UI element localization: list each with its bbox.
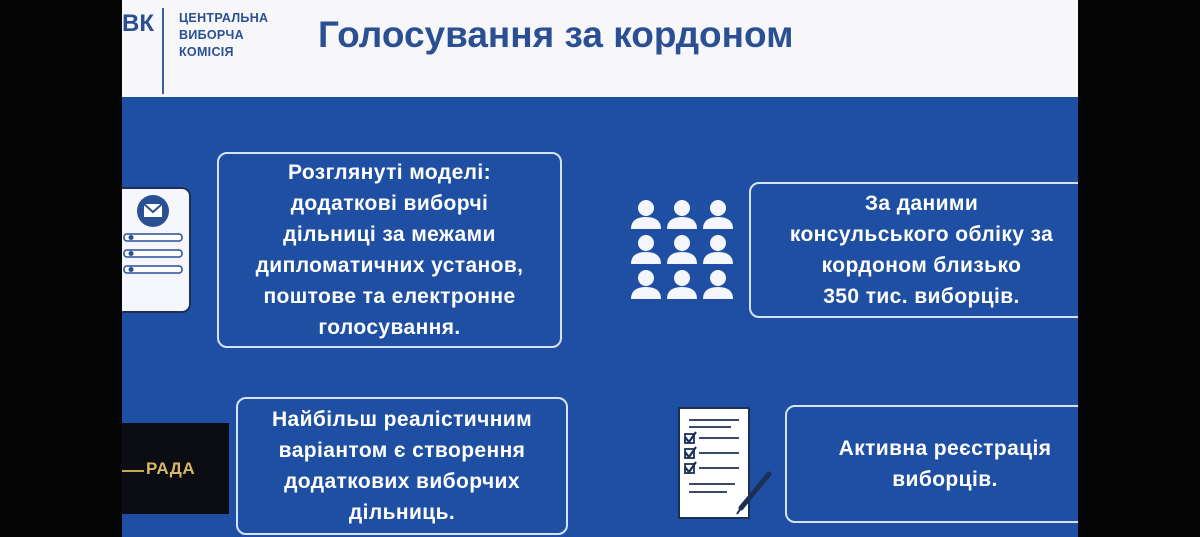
card-line: кордоном близько bbox=[821, 254, 1022, 277]
card-consular-registry bbox=[749, 182, 1078, 318]
letterbox-right bbox=[1078, 0, 1200, 537]
card-line: Активна реєстрація bbox=[838, 437, 1052, 460]
card-line: консульського обліку за bbox=[789, 223, 1054, 246]
org-line: ЦЕНТРАЛЬНА bbox=[179, 11, 269, 25]
card-line: додаткові виборчі bbox=[290, 192, 489, 215]
tv-channel-badge bbox=[122, 423, 229, 514]
card-voting-models bbox=[217, 152, 562, 348]
checklist-pen-icon bbox=[675, 406, 773, 522]
slide-title: Голосування за кордоном bbox=[318, 14, 794, 55]
card-line: дільниць. bbox=[348, 501, 456, 524]
card-line: Розглянуті моделі: bbox=[287, 161, 492, 184]
card-line: Найбільш реалістичним bbox=[271, 408, 533, 431]
logo-abbreviation: ВК bbox=[122, 10, 154, 37]
card-line: поштове та електронне bbox=[263, 285, 516, 308]
channel-name: РАДА bbox=[146, 459, 196, 478]
badge-accent-line bbox=[122, 470, 144, 472]
mail-phone-icon bbox=[122, 186, 196, 316]
card-line: виборців. bbox=[892, 468, 998, 491]
card-line: додаткових виборчих bbox=[284, 470, 520, 493]
card-line: голосування. bbox=[318, 316, 461, 339]
organization-name bbox=[179, 10, 268, 61]
logo-divider bbox=[162, 8, 164, 94]
presentation-slide bbox=[122, 0, 1078, 537]
card-line: дипломатичних установ, bbox=[255, 254, 524, 277]
card-line: варіантом є створення bbox=[278, 439, 526, 462]
org-line: КОМІСІЯ bbox=[179, 45, 234, 59]
card-active-registration bbox=[785, 405, 1078, 523]
slide-header bbox=[122, 0, 1078, 97]
people-group-icon bbox=[628, 199, 736, 301]
org-line: ВИБОРЧА bbox=[179, 28, 244, 42]
letterbox-left bbox=[0, 0, 122, 537]
card-line: За даними bbox=[864, 192, 979, 215]
card-realistic-option bbox=[236, 397, 568, 535]
card-line: дільниці за межами bbox=[283, 223, 496, 246]
card-line: 350 тис. виборців. bbox=[823, 285, 1020, 308]
